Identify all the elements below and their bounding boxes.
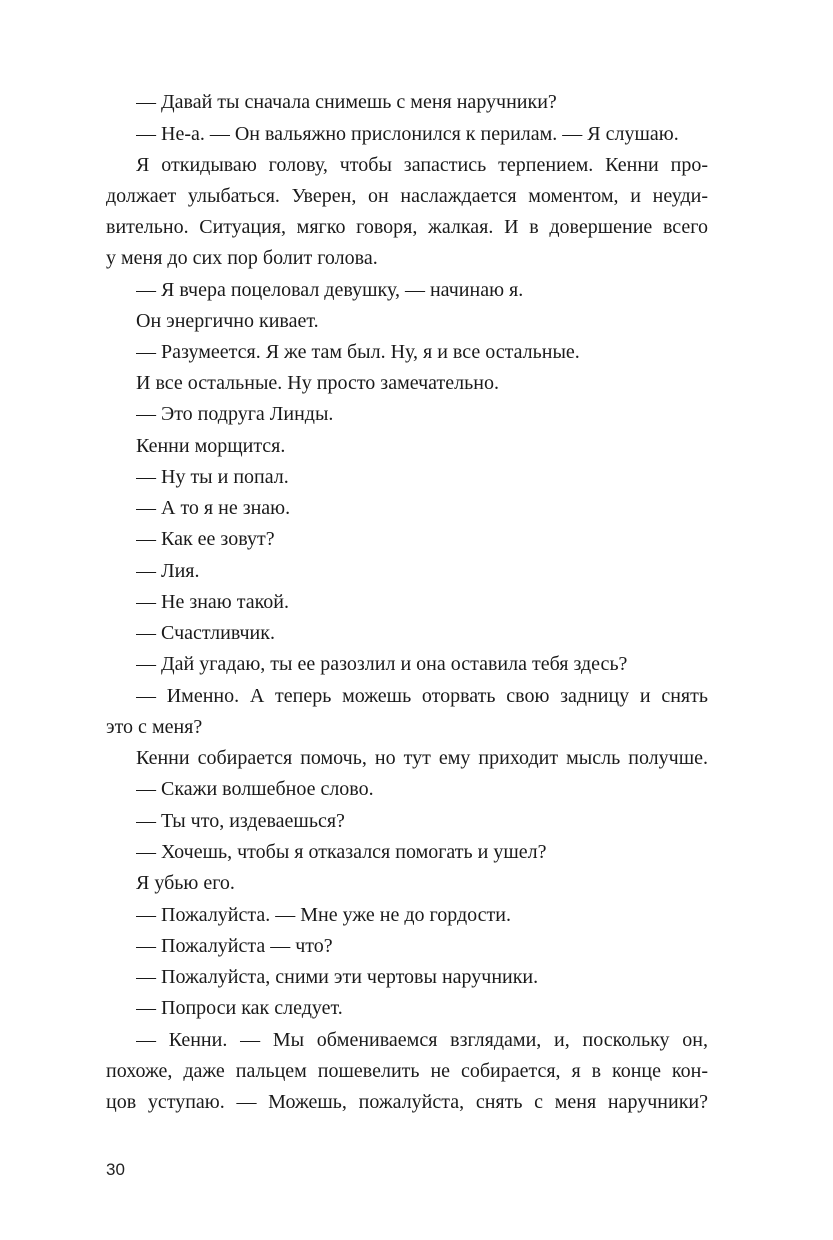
text-line: цов уступаю. — Можешь, пожалуйста, снять с меня наручники? [106, 1091, 708, 1113]
text-line: Кенни собирается помочь, но тут ему приходит мысль получше. [136, 747, 708, 769]
text-line: — Не знаю такой. [136, 591, 290, 613]
text-line: — Ты что, издеваешься? [136, 810, 345, 832]
text-line: — Попроси как следует. [136, 997, 343, 1019]
text-line: должает улыбаться. Уверен, он наслаждается моментом, и неуди- [106, 185, 708, 207]
text-line: — Счастливчик. [136, 622, 275, 644]
text-line: Я убью его. [136, 872, 235, 894]
text-line: И все остальные. Ну просто замечательно. [136, 372, 499, 394]
text-line: — Не-а. — Он вальяжно прислонился к перилам. — Я слушаю. [136, 123, 679, 145]
text-line: — Как ее зовут? [136, 528, 275, 550]
page-number: 30 [106, 1160, 125, 1179]
text-line: — Кенни. — Мы обмениваемся взглядами, и, поскольку он, [136, 1029, 708, 1051]
text-line: Я откидываю голову, чтобы запастись терпением. Кенни про- [136, 154, 708, 176]
text-line: — А то я не знаю. [136, 497, 291, 519]
text-line: — Я вчера поцеловал девушку, — начинаю я. [136, 279, 524, 301]
text-line: это с меня? [106, 716, 203, 738]
text-line: вительно. Ситуация, мягко говоря, жалкая. И в довершение всего [106, 216, 708, 238]
text-line: — Пожалуйста, сними эти чертовы наручники. [136, 966, 539, 988]
text-line: — Давай ты сначала снимешь с меня наручники? [136, 91, 557, 113]
text-line: — Дай угадаю, ты ее разозлил и она оставила тебя здесь? [136, 653, 628, 675]
text-line: похоже, даже пальцем пошевелить не собирается, я в конце кон- [106, 1060, 708, 1082]
text-line: — Это подруга Линды. [136, 403, 334, 425]
text-line: — Именно. А теперь можешь оторвать свою задницу и снять [136, 685, 708, 707]
text-line: — Разумеется. Я же там был. Ну, я и все остальные. [136, 341, 580, 363]
text-line: — Скажи волшебное слово. [136, 778, 374, 800]
text-line: у меня до сих пор болит голова. [106, 247, 378, 269]
text-line: Кенни морщится. [136, 435, 286, 457]
text-line: — Ну ты и попал. [136, 466, 289, 488]
text-line: — Пожалуйста. — Мне уже не до гордости. [136, 904, 511, 926]
text-line: — Хочешь, чтобы я отказался помогать и ушел? [136, 841, 547, 863]
text-line: — Лия. [136, 560, 200, 582]
text-line: Он энергично кивает. [136, 310, 319, 332]
text-line: — Пожалуйста — что? [136, 935, 333, 957]
